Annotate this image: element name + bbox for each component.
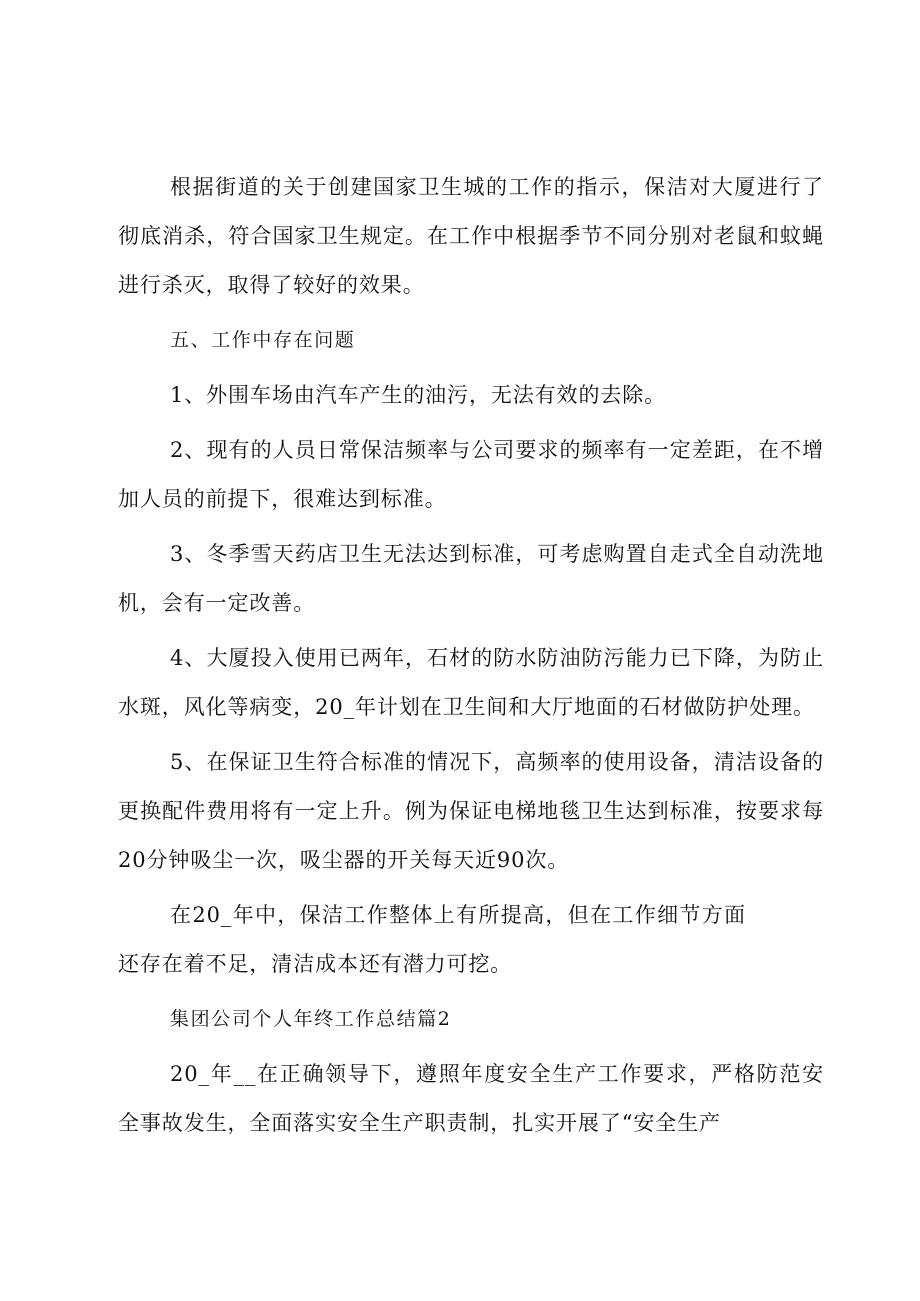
paragraph-safety-production: 20_年__在正确领导下，遵照年度安全生产工作要求，严格防范安全事故发生，全面落实安全生产职责制，扎实开展了“安全生产 <box>118 1062 824 1135</box>
issue-item-1: 1、外围车场由汽车产生的油污，无法有效的去除。 <box>170 383 667 407</box>
issue-item-4: 4、大厦投入使用已两年，石材的防水防油防污能力已下降，为防止水斑，风化等病变，20_年计划在卫生间和大厅地面的石材做防护处理。 <box>118 646 824 719</box>
document-body <box>118 163 824 1148</box>
summary-paragraph: 在20_年中，保洁工作整体上有所提高，但在工作细节方面还存在着不足，清洁成本还有潜力可挖。 <box>118 903 746 976</box>
issue-item-5: 5、在保证卫生符合标准的情况下，高频率的使用设备，清洁设备的更换配件费用将有一定上升。例为保证电梯地毯卫生达到标准，按要求每20分钟吸尘一次，吸尘器的开关每天近90次。 <box>118 750 824 872</box>
article-title-part-2: 集团公司个人年终工作总结篇2 <box>170 1008 452 1030</box>
issue-item-3: 3、冬季雪天药店卫生无法达到标准，可考虑购置自走式全自动洗地机，会有一定改善。 <box>118 542 824 615</box>
paragraph-sanitation-disinfection: 根据街道的关于创建国家卫生城的工作的指示，保洁对大厦进行了彻底消杀，符合国家卫生规定。在工作中根据季节不同分别对老鼠和蚊蝇进行杀灭，取得了较好的效果。 <box>118 175 824 297</box>
section-heading-issues: 五、工作中存在问题 <box>170 329 356 351</box>
issue-item-2: 2、现有的人员日常保洁频率与公司要求的频率有一定差距，在不增加人员的前提下，很难达到标准。 <box>118 438 824 511</box>
